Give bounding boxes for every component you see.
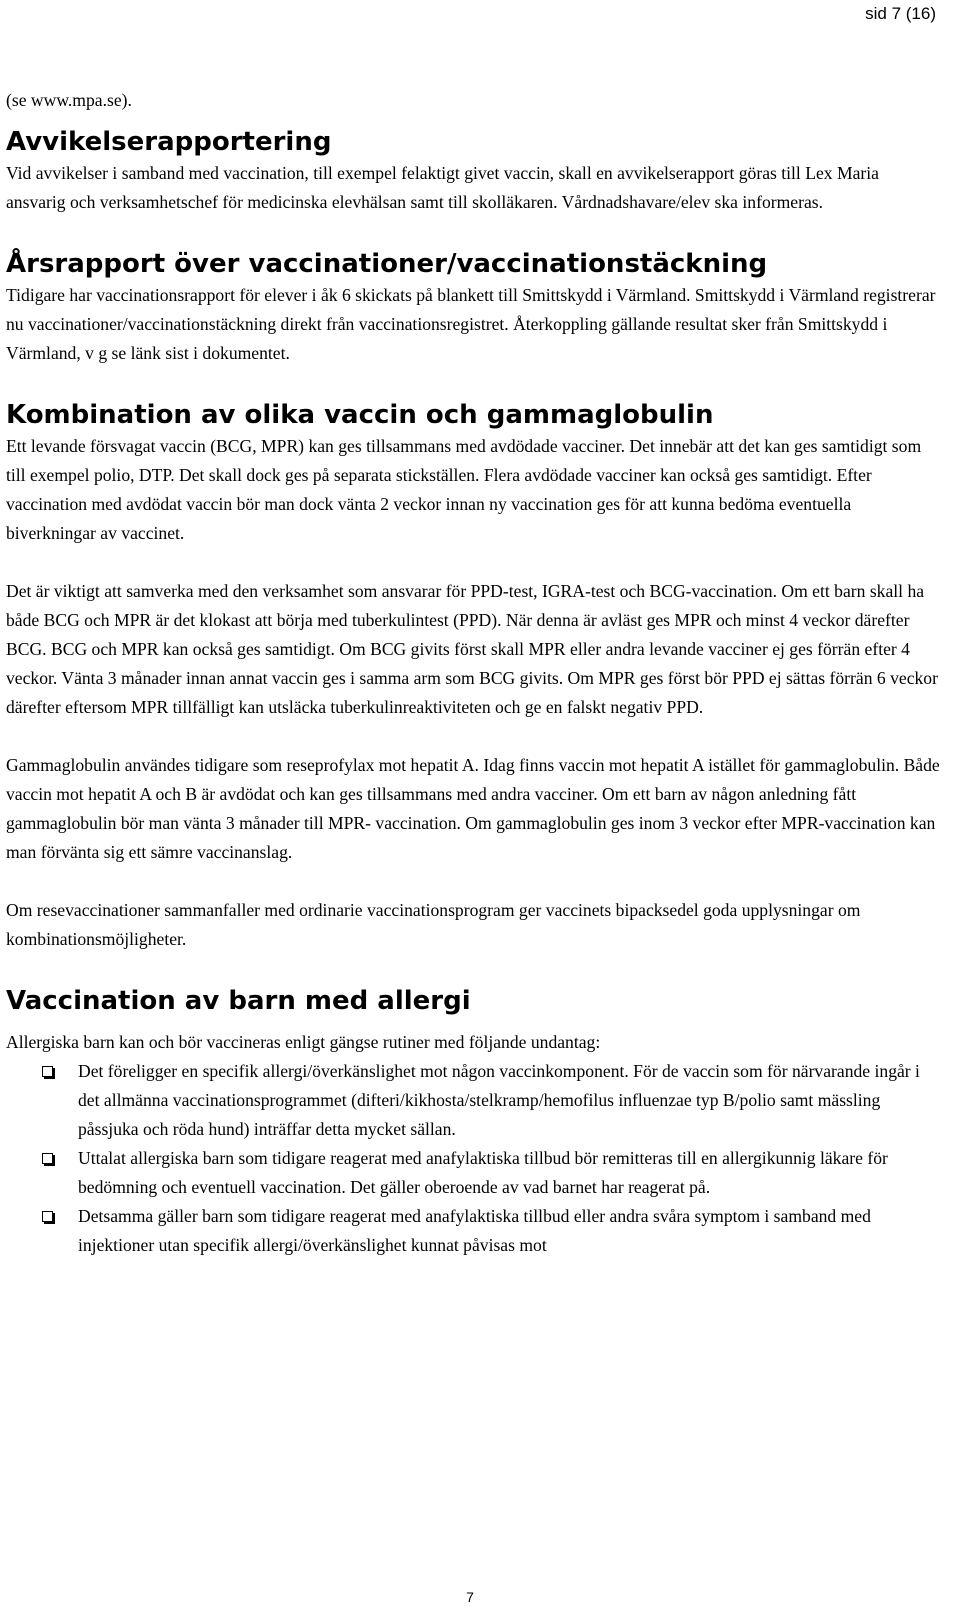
list-item-text: Uttalat allergiska barn som tidigare reagerat med anafylaktiska tillbud bör remitteras till en allergikunnig läkare för bedömning och eventuell vaccination. Det gäller oberoende av vad barnet har reagerat på. xyxy=(78,1148,888,1197)
section-paragraph: Allergiska barn kan och bör vaccineras enligt gängse rutiner med följande undantag: xyxy=(6,1032,601,1052)
checkbox-bullet-icon xyxy=(42,1211,53,1222)
list-item-text: Det föreligger en specifik allergi/överkänslighet mot någon vaccinkomponent. För de vaccin som för närvarande ingår i det allmänna vaccinationsprogrammet (difteri/kikhosta/stelkramp/hemofilus influenzae typ B/polio samt mässling påssjuka och röda hund) inträffar detta mycket sällan. xyxy=(78,1061,920,1139)
list-item xyxy=(6,1144,940,1202)
section-heading-arsrapport: Årsrapport över vaccinationer/vaccinationstäckning xyxy=(6,249,768,279)
checkbox-bullet-icon xyxy=(42,1066,53,1077)
section-paragraph: Gammaglobulin användes tidigare som reseprofylax mot hepatit A. Idag finns vaccin mot hepatit A istället för gammaglobulin. Både vaccin mot hepatit A och B är avdödat och kan ges tillsammans med andra vacciner. Om ett barn av någon anledning fått gammaglobulin bör man vänta 3 månader till MPR- vaccination. Om gammaglobulin ges inom 3 veckor efter MPR-vaccination kan man förvänta sig ett sämre vaccinanslag. xyxy=(6,755,940,862)
intro-text: (se www.mpa.se). xyxy=(6,90,132,110)
list-item xyxy=(6,1057,940,1144)
section-paragraph: Ett levande försvagat vaccin (BCG, MPR) kan ges tillsammans med avdödade vacciner. Det innebär att det kan ges samtidigt som till exempel polio, DTP. Det skall dock ges på separata stickställen. Flera avdödade vacciner kan också ges samtidigt. Efter vaccination med avdödat vaccin bör man dock vänta 2 veckor innan ny vaccination ges för att kunna bedöma eventuella biverkningar av vaccinet. xyxy=(6,436,922,543)
section-paragraph: Tidigare har vaccinationsrapport för elever i åk 6 skickats på blankett till Smittskydd i Värmland. Smittskydd i Värmland registrerar nu vaccinationer/vaccinationstäckning direkt från vaccinationsregistret. Återkoppling gällande resultat sker från Smittskydd i Värmland, v g se länk sist i dokumentet. xyxy=(6,285,936,363)
document-body xyxy=(6,86,940,1260)
list-item xyxy=(6,1202,940,1260)
section-heading-avvikelserapportering: Avvikelserapportering xyxy=(6,127,332,157)
list-item-text: Detsamma gäller barn som tidigare reagerat med anafylaktiska tillbud eller andra svåra symptom i samband med injektioner utan specifik allergi/överkänslighet kunnat påvisas mot xyxy=(78,1206,871,1255)
page-number: 7 xyxy=(466,1589,474,1605)
section-paragraph: Det är viktigt att samverka med den verksamhet som ansvarar för PPD-test, IGRA-test och BCG-vaccination. Om ett barn skall ha både BCG och MPR är det klokast att börja med tuberkulintest (PPD). När denna är avläst ges MPR och minst 4 veckor därefter BCG. BCG och MPR kan också ges samtidigt. Om BCG givits först skall MPR eller andra levande vacciner ej ges förrän efter 4 veckor. Vänta 3 månader innan annat vaccin ges i samma arm som BCG givits. Om MPR ges först bör PPD ej sättas förrän 6 veckor därefter eftersom MPR tillfälligt kan utsläcka tuberkulinreaktiviteten och ge en falskt negativ PPD. xyxy=(6,581,938,717)
section-paragraph: Vid avvikelser i samband med vaccination, till exempel felaktigt givet vaccin, skall en avvikelserapport göras till Lex Maria ansvarig och verksamhetschef för medicinska elevhälsan samt till skolläkaren. Vårdnadshavare/elev ska informeras. xyxy=(6,163,879,212)
checkbox-bullet-icon xyxy=(42,1153,53,1164)
section-paragraph: Om resevaccinationer sammanfaller med ordinarie vaccinationsprogram ger vaccinets bipacksedel goda upplysningar om kombinationsmöjligheter. xyxy=(6,900,861,949)
section-heading-allergi: Vaccination av barn med allergi xyxy=(6,986,471,1016)
page-indicator: sid 7 (16) xyxy=(865,4,936,23)
exceptions-list xyxy=(6,1057,940,1260)
section-heading-kombination: Kombination av olika vaccin och gammaglobulin xyxy=(6,400,714,430)
